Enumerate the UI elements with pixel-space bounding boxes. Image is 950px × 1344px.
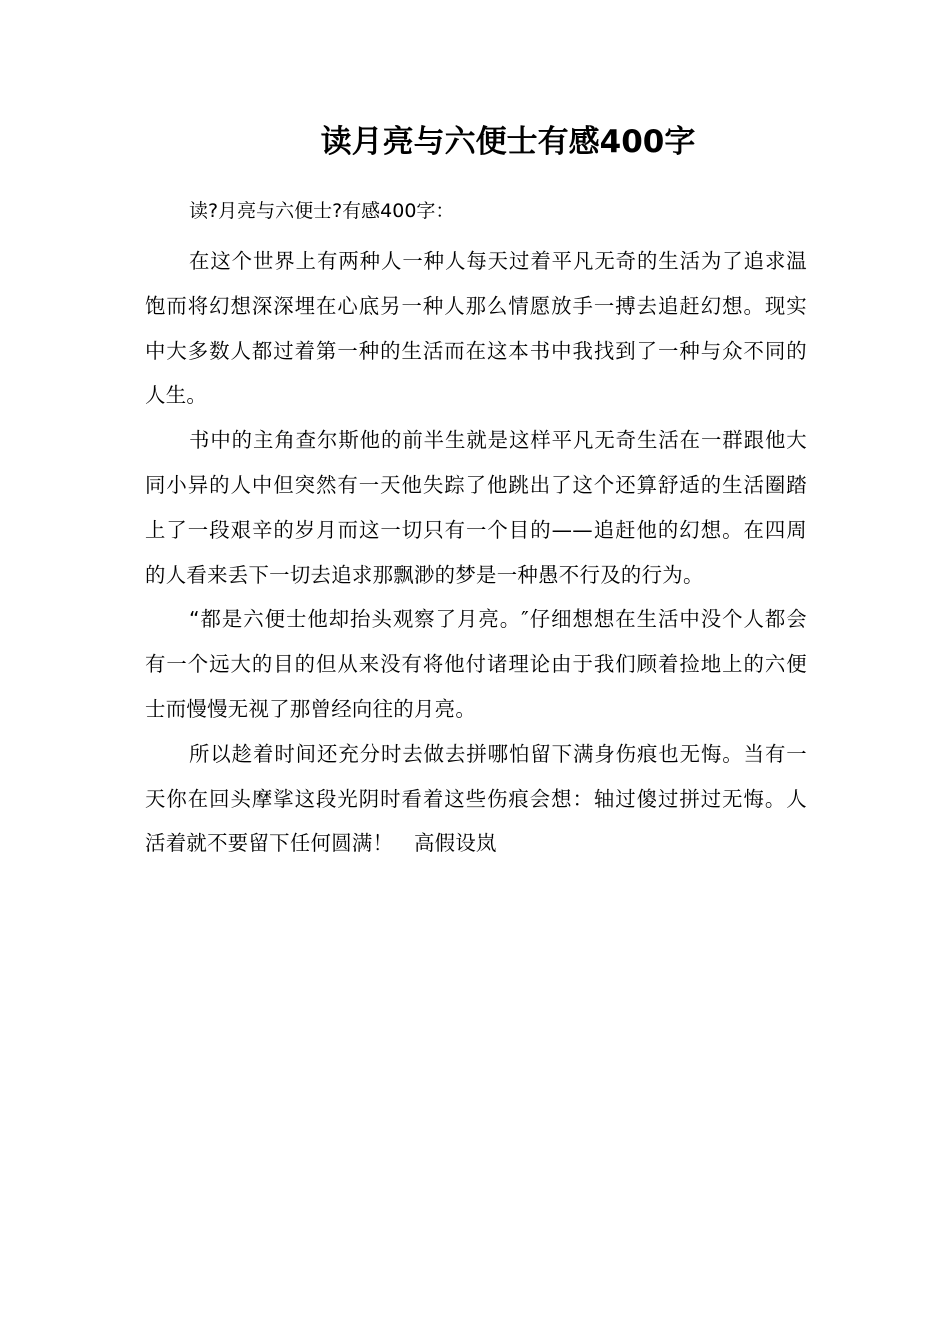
document-subtitle: 读?月亮与六便士?有感400字：: [189, 200, 455, 222]
paragraph-3: “都是六便士他却抬头观察了月亮。″仔细想想在生活中没个人都会有一个远大的目的但从来没有将他付诸理论由于我们顾着捡地上的六便士而慢慢无视了那曾经向往的月亮。: [145, 607, 807, 721]
paragraph-4: 所以趁着时间还充分时去做去拼哪怕留下满身伤痕也无悔。当有一天你在回头摩挲这段光阴时看着这些伤痕会想：轴过傻过拼过无悔。人活着就不要留下任何圆满！ 高假设岚: [145, 741, 807, 856]
paragraph-2: 书中的主角查尔斯他的前半生就是这样平凡无奇生活在一群跟他大同小异的人中但突然有一天他失踪了他跳出了这个还算舒适的生活圈踏上了一段艰辛的岁月而这一切只有一个目的——追赶他的幻想。在四周的人看来丢下一切去追求那飘渺的梦是一种愚不行及的行为。: [145, 428, 807, 587]
paragraph-1: 在这个世界上有两种人一种人每天过着平凡无奇的生活为了追求温饱而将幻想深深埋在心底另一种人那么情愿放手一搏去追赶幻想。现实中大多数人都过着第一种的生活而在这本书中我找到了一种与众不同的人生。: [145, 249, 807, 408]
document-title: 读月亮与六便士有感400字: [320, 124, 696, 160]
document-body: [145, 195, 807, 866]
